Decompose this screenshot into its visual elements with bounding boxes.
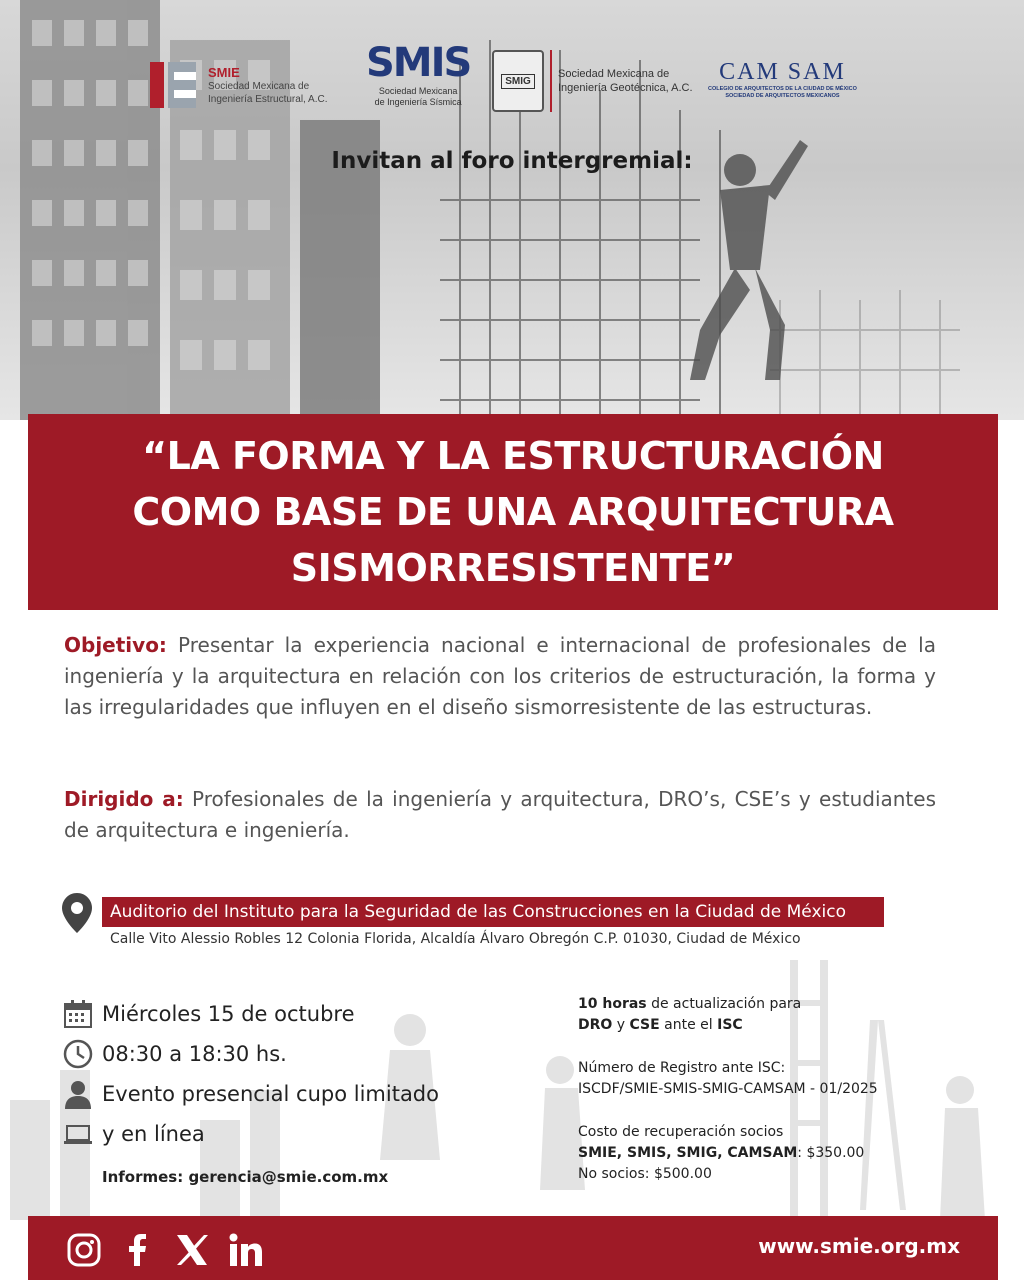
event-title-line-1: “LA FORMA Y LA ESTRUCTURACIÓN: [142, 434, 884, 478]
laptop-icon: [62, 1118, 94, 1150]
registro-label: Número de Registro ante ISC:: [578, 1060, 786, 1076]
objetivo-paragraph: [64, 630, 936, 723]
footer-bar: [28, 1216, 998, 1280]
dro-label: DRO: [578, 1017, 613, 1033]
hours-line: [578, 994, 978, 1015]
smig-logo: [492, 50, 693, 112]
smie-name: SMIE: [208, 64, 240, 80]
title-banner: [28, 414, 998, 610]
objetivo-text: Presentar la experiencia nacional e internacional de profesionales de la ingeniería y la arquitectura en relación con los criterios de estructuración, la forma y las irregularidades que influyen en el diseño sismorresistente de las estructuras.: [64, 633, 936, 719]
linkedin-icon[interactable]: [226, 1230, 266, 1270]
event-online: y en línea: [102, 1122, 205, 1146]
hours-rest: de actualización para: [646, 996, 802, 1012]
event-title-line-3: SISMORRESISTENTE”: [290, 546, 736, 590]
dirigido-text: Profesionales de la ingeniería y arquitectura, DRO’s, CSE’s y estudiantes de arquitectura e ingeniería.: [64, 787, 936, 842]
location-pin-icon: [62, 893, 92, 933]
dirigido-label: Dirigido a:: [64, 787, 184, 811]
event-date: Miércoles 15 de octubre: [102, 1002, 355, 1026]
person-icon: [62, 1078, 94, 1110]
mode-row: [62, 1074, 439, 1114]
informes-contact: Informes: gerencia@smie.com.mx: [102, 1168, 389, 1186]
venue-address: Calle Vito Alessio Robles 12 Colonia Florida, Alcaldía Álvaro Obregón C.P. 01030, Ciudad de México: [110, 931, 801, 947]
socios-bold: SMIE, SMIS, SMIG, CAMSAM: [578, 1145, 798, 1161]
no-socios-line: No socios: $500.00: [578, 1166, 712, 1182]
objetivo-label: Objetivo:: [64, 633, 167, 657]
y-text: y: [612, 1017, 630, 1033]
date-row: [62, 994, 439, 1034]
smig-sub-2: Ingeniería Geotécnica, A.C.: [558, 82, 693, 94]
invite-heading: Invitan al foro intergremial:: [331, 148, 693, 174]
partner-logos: [0, 40, 1024, 120]
social-links: [64, 1230, 280, 1270]
camsam-mark: CAM SAM: [719, 59, 846, 85]
hours-bold: 10 horas: [578, 996, 647, 1012]
ante-text: ante el: [659, 1017, 718, 1033]
event-details: [62, 994, 439, 1154]
credits-info: [578, 994, 978, 1185]
smie-sub-2: Ingeniería Estructural, A.C.: [208, 93, 328, 105]
smig-sub-1: Sociedad Mexicana de: [558, 68, 670, 80]
event-mode: Evento presencial cupo limitado: [102, 1082, 439, 1106]
camsam-sub-2: SOCIEDAD DE ARQUITECTOS MEXICANOS: [725, 93, 840, 99]
x-icon[interactable]: [172, 1230, 212, 1270]
smis-sub-1: Sociedad Mexicana: [378, 86, 458, 96]
camsam-logo: [708, 58, 857, 100]
smig-emblem-icon: [492, 50, 544, 112]
smie-sub-1: Sociedad Mexicana de: [208, 80, 310, 92]
registro-value: ISCDF/SMIE-SMIS-SMIG-CAMSAM - 01/2025: [578, 1081, 878, 1097]
dirigido-paragraph: [64, 784, 936, 846]
website-link[interactable]: www.smie.org.mx: [758, 1234, 960, 1258]
camsam-sub-1: COLEGIO DE ARQUITECTOS DE LA CIUDAD DE MÉXICO: [708, 86, 857, 92]
calendar-icon: [62, 998, 94, 1030]
isc-label: ISC: [717, 1017, 743, 1033]
smig-mark: SMIG: [501, 74, 535, 89]
socios-line: [578, 1143, 978, 1164]
facebook-icon[interactable]: [118, 1230, 158, 1270]
socios-price: : $350.00: [797, 1145, 865, 1161]
costo-label: Costo de recuperación socios: [578, 1124, 784, 1140]
smie-logo: [150, 62, 328, 108]
event-time: 08:30 a 18:30 hs.: [102, 1042, 287, 1066]
smis-sub-2: de Ingeniería Sísmica: [374, 97, 462, 107]
clock-icon: [62, 1038, 94, 1070]
venue-bar: Auditorio del Instituto para la Seguridad de las Construcciones en la Ciudad de México: [102, 897, 884, 927]
dro-cse-line: [578, 1015, 978, 1036]
instagram-icon[interactable]: [64, 1230, 104, 1270]
smis-logo: [366, 40, 470, 108]
event-title-line-2: COMO BASE DE UNA ARQUITECTURA: [132, 490, 894, 534]
smis-mark: SMIS: [366, 40, 471, 86]
cse-label: CSE: [629, 1017, 660, 1033]
event-title: [43, 428, 983, 596]
time-row: [62, 1034, 439, 1074]
smie-mark-icon: [150, 62, 196, 108]
online-row: [62, 1114, 439, 1154]
